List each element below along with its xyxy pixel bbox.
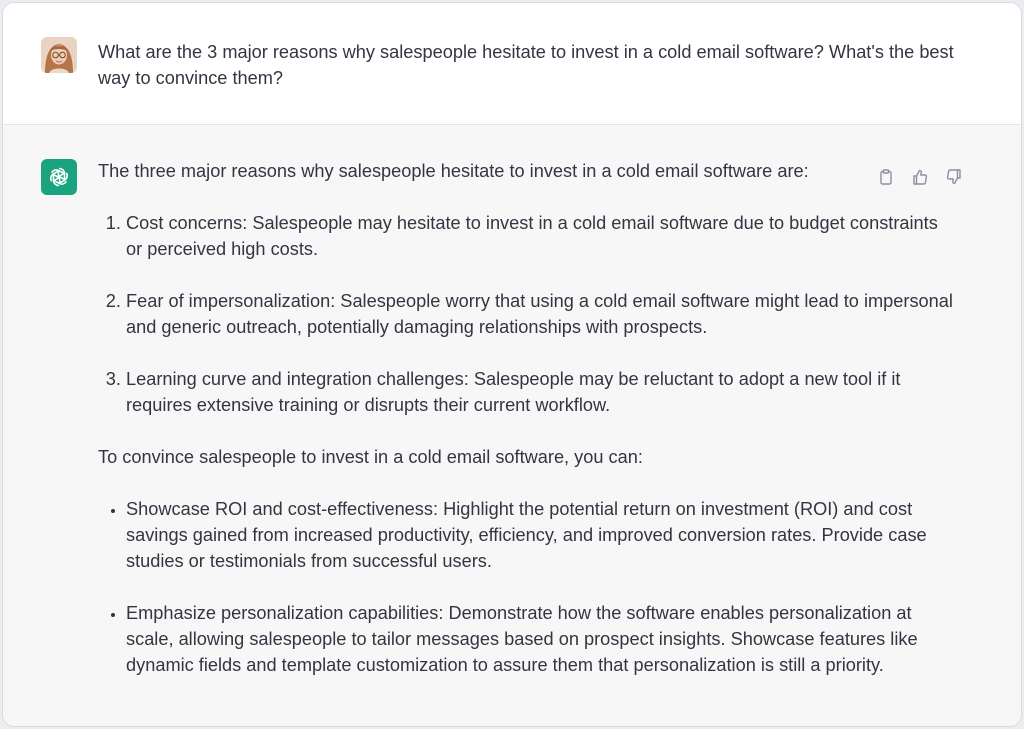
openai-logo-icon [41,159,77,195]
convince-intro: To convince salespeople to invest in a cold email software, you can: [98,447,643,467]
user-message-row [3,3,1021,125]
reason-item: 2. Fear of impersonalization: Salespeople worry that using a cold email software might lead to impersonal and generic outreach, potentially damaging relationships with prospects. [126,288,958,340]
thumbs-up-icon[interactable] [909,166,931,188]
message-actions [875,165,965,189]
chat-window [2,2,1022,727]
tips-list [98,496,958,678]
user-avatar [41,37,77,73]
tip-item: • Emphasize personalization capabilities: Demonstrate how the software enables personalization at scale, allowing salespeople to tailor messages based on prospect insights. Showcase features like dynamic fields and template customization to assure them that personalization is still a priority. [126,600,958,678]
reason-item: 1. Cost concerns: Salespeople may hesitate to invest in a cold email software due to budget constraints or perceived high costs. [126,210,958,262]
answer-intro: The three major reasons why salespeople hesitate to invest in a cold email software are: [98,161,809,181]
thumbs-down-icon[interactable] [943,166,965,188]
tip-item: • Showcase ROI and cost-effectiveness: Highlight the potential return on investment (ROI) and cost savings gained from increased productivity, efficiency, and improved conversion rates. Provide case studies or testimonials from successful users. [126,496,958,574]
user-message-text: What are the 3 major reasons why salespeople hesitate to invest in a cold email software? What's the best way to convince them? [98,42,954,88]
assistant-message-row [3,125,1021,726]
assistant-message-content [98,158,958,678]
clipboard-icon[interactable] [875,166,897,188]
reasons-list [98,210,958,418]
reason-item: 3. Learning curve and integration challenges: Salespeople may be reluctant to adopt a new tool if it requires extensive training or disrupts their current workflow. [126,366,958,418]
